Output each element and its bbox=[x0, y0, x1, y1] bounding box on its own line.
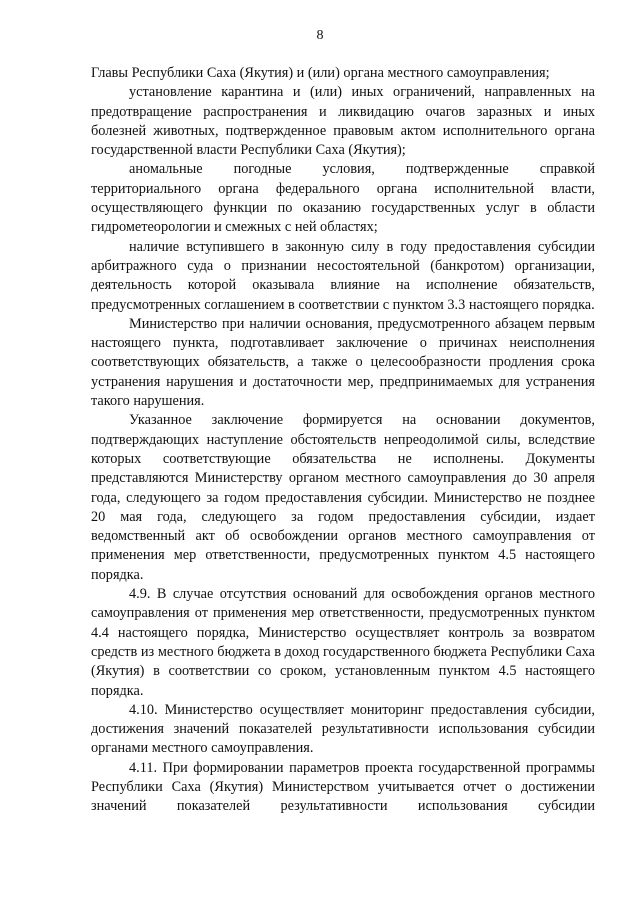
paragraph-4-9: 4.9. В случае отсутствия оснований для освобождения органов местного самоуправления от применения мер ответственности, предусмотренных пунктом 4.4 настоящего порядка, Министерство осуществляет контроль за возвратом средств из местного бюджета в доход государственного бюджета Республики Саха (Якутия) в соответствии со сроком, установленным пунктом 4.5 настоящего порядка. bbox=[91, 586, 595, 699]
page-number: 8 bbox=[316, 28, 324, 43]
paragraph-ministry-conclusion: Министерство при наличии основания, предусмотренного абзацем первым настоящего пункта, подготавливает заключение о причинах неисполнения соответствующих обязательств, а также о целесообразности продления срока устранения нарушения и достаточности мер, предпринимаемых для устранения такого нарушения. bbox=[91, 315, 595, 410]
paragraph-4-10: 4.10. Министерство осуществляет мониторинг предоставления субсидии, достижения значений показателей результативности использования субсидии органами местного самоуправления. bbox=[91, 701, 595, 757]
paragraph-weather: аномальные погодные условия, подтвержденные справкой территориального органа федерального органа исполнительной власти, осуществляющего функции по оказанию государственных услуг в области гидрометеорологии и смежных с ней областях; bbox=[91, 161, 595, 236]
document-body bbox=[91, 64, 595, 817]
paragraph-bankruptcy: наличие вступившего в законную силу в году предоставления субсидии арбитражного суда о признании несостоятельной (банкротом) организации, деятельность которой оказывала влияние на исполнение обязательств, предусмотренных соглашением в соответствии с пунктом 3.3 настоящего порядка. bbox=[91, 238, 595, 313]
paragraph-4-11: 4.11. При формировании параметров проекта государственной программы Республики Саха (Якутия) Министерством учитывается отчет о достижении значений показателей результативности использования субсидии bbox=[91, 759, 595, 815]
paragraph-quarantine: установление карантина и (или) иных ограничений, направленных на предотвращение распространения и ликвидацию очагов заразных и иных болезней животных, подтвержденное правовым актом исполнительного органа государственной власти Республики Саха (Якутия); bbox=[91, 84, 595, 159]
paragraph-conclusion-formed: Указанное заключение формируется на основании документов, подтверждающих наступление обстоятельств непреодолимой силы, вследствие которых соответствующие обязательства не исполнены. Документы представляются Министерству органом местного самоуправления до 30 апреля года, следующего за годом предоставления субсидии. Министерство не позднее 20 мая года, следующего за годом предоставления субсидии, издает ведомственный акт об освобождении органов местного самоуправления от применения мер ответственности, предусмотренных пунктом 4.5 настоящего порядка. bbox=[91, 412, 595, 583]
paragraph-continuation: Главы Республики Саха (Якутия) и (или) органа местного самоуправления; bbox=[91, 65, 550, 81]
